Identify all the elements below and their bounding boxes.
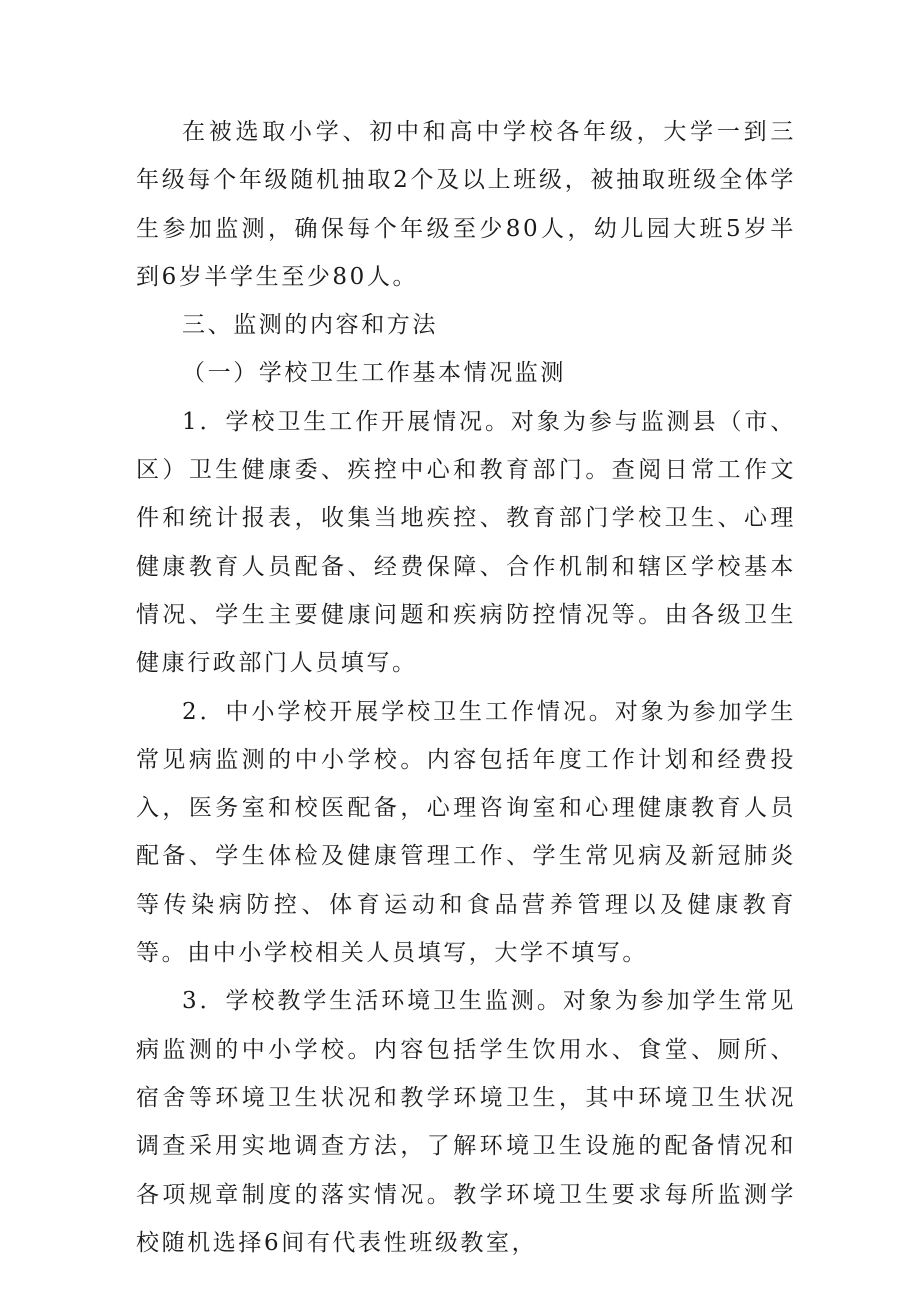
document-body: [136, 108, 796, 1267]
paragraph-item-2: 2．中小学校开展学校卫生工作情况。对象为参加学生常见病监测的中小学校。内容包括年度工作计划和经费投入，医务室和校医配备，心理咨询室和心理健康教育人员配备、学生体检及健康管理工作、学生常见病及新冠肺炎等传染病防控、体育运动和食品营养管理以及健康教育等。由中小学校相关人员填写，大学不填写。: [136, 698, 796, 967]
subsection-heading-school-health: （一）学校卫生工作基本情况监测: [182, 360, 566, 387]
paragraph-item-1: 1．学校卫生工作开展情况。对象为参与监测县（市、区）卫生健康委、疾控中心和教育部门。查阅日常工作文件和统计报表，收集当地疾控、教育部门学校卫生、心理健康教育人员配备、经费保障、合作机制和辖区学校基本情况、学生主要健康问题和疾病防控情况等。由各级卫生健康行政部门人员填写。: [136, 408, 796, 677]
paragraph-sampling: 在被选取小学、初中和高中学校各年级，大学一到三年级每个年级随机抽取2个及以上班级，被抽取班级全体学生参加监测，确保每个年级至少80人，幼儿园大班5岁半到6岁半学生至少80人。: [136, 119, 796, 290]
section-heading-monitoring-content: 三、监测的内容和方法: [182, 312, 438, 339]
paragraph-item-3: 3．学校教学生活环境卫生监测。对象为参加学生常见病监测的中小学校。内容包括学生饮用水、食堂、厕所、宿舍等环境卫生状况和教学环境卫生，其中环境卫生状况调查采用实地调查方法，了解环境卫生设施的配备情况和各项规章制度的落实情况。教学环境卫生要求每所监测学校随机选择6间有代表性班级教室，: [136, 988, 796, 1256]
